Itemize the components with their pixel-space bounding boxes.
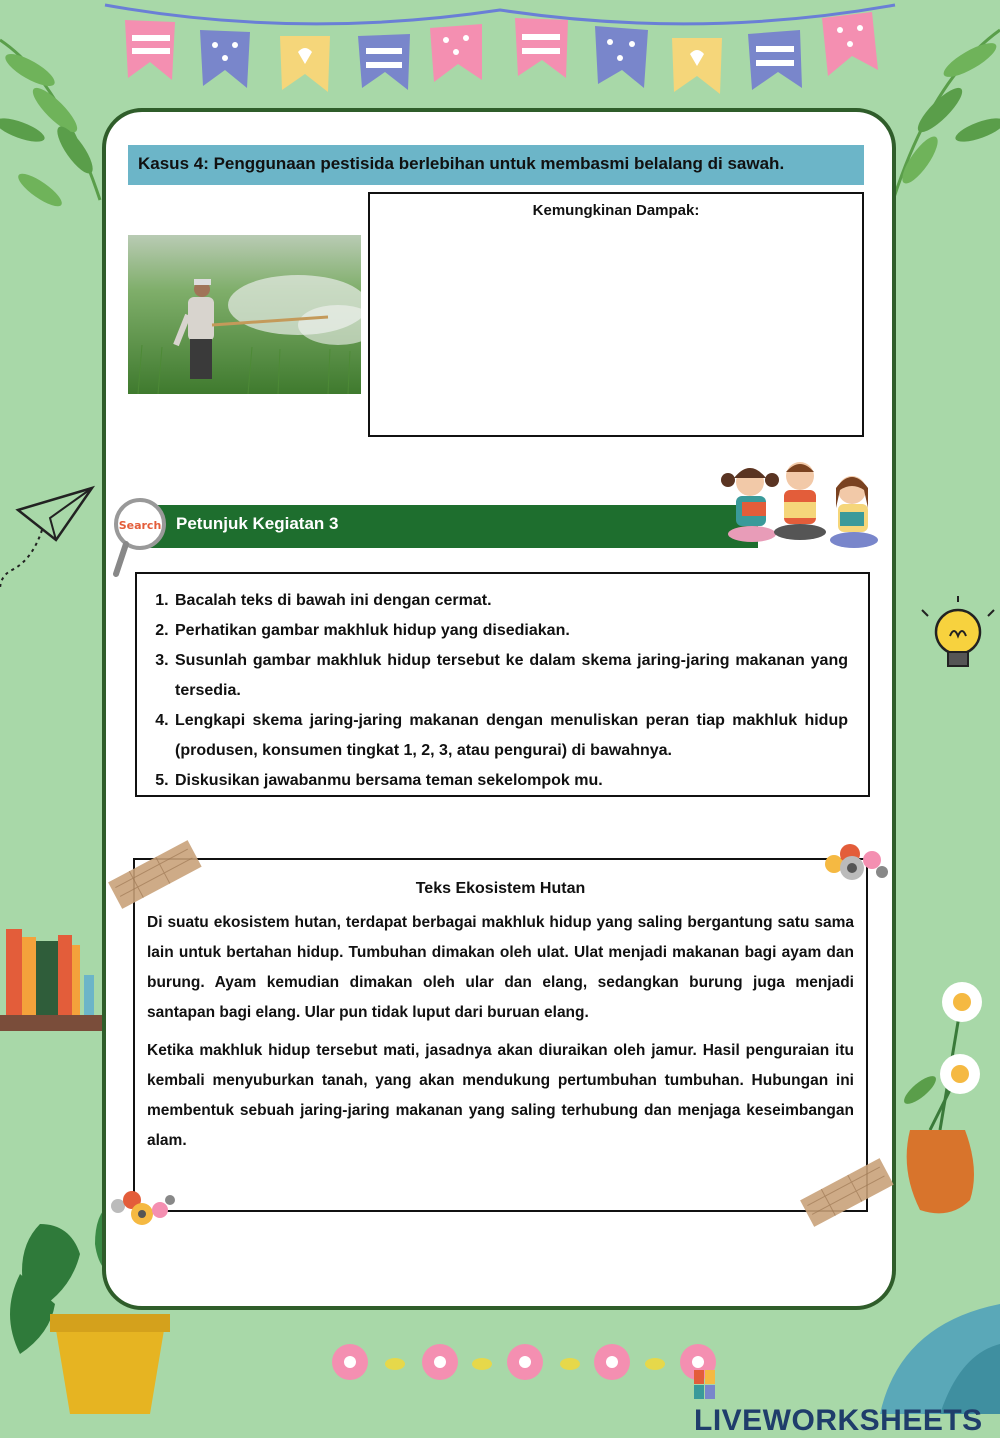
instruction-item: 3. Susunlah gambar makhluk hidup tersebut ke dalam skema jaring-jaring makanan yang tersedia.	[173, 646, 848, 706]
flower-row-decoration	[320, 1334, 720, 1394]
pesticide-spraying-photo	[128, 235, 361, 394]
dampak-answer-input[interactable]	[378, 226, 854, 427]
dampak-title: Kemungkinan Dampak:	[532, 202, 700, 219]
search-label: Search	[118, 519, 162, 532]
instruction-item: 4. Lengkapi skema jaring-jaring makanan dengan menuliskan peran tiap makhluk hidup (produsen, konsumen tingkat 1, 2, 3, atau pengurai) di bawahnya.	[173, 706, 848, 766]
brand-text: LIVEWORKSHEETS	[694, 1404, 983, 1437]
teks-ekosistem-box	[133, 858, 868, 1212]
flower-vase-right-decoration	[880, 970, 1000, 1230]
instruction-box	[135, 572, 870, 797]
petunjuk-title: Petunjuk Kegiatan 3	[176, 514, 339, 533]
washi-tape-bottom-right-decoration	[796, 1156, 896, 1236]
instruction-item: 1. Bacalah teks di bawah ini dengan cermat.	[173, 586, 848, 616]
flower-cluster-top-right-decoration	[820, 838, 892, 886]
lightbulb-icon	[918, 596, 998, 686]
teks-paragraph-1: Di suatu ekosistem hutan, terdapat berbagai makhluk hidup yang saling bergantung satu sama lain untuk bertahan hidup. Tumbuhan dimakan oleh ulat. Ulat menjadi makanan bagi ayam dan burung. Ayam kemudian dimakan oleh ular dan elang, sedangkan burung juga menjadi santapan bagi elang. Ular pun tidak luput dari buruan elang.	[147, 914, 854, 1021]
paper-plane-icon	[0, 480, 100, 590]
kasus-heading: Kasus 4: Penggunaan pestisida berlebihan untuk membasmi belalang di sawah.	[128, 145, 864, 185]
teks-paragraph-2: Ketika makhluk hidup tersebut mati, jasadnya akan diuraikan oleh jamur. Hasil penguraian itu kembali menyuburkan tanah, yang akan mendukung pertumbuhan tumbuhan. Hubungan ini membentuk sebuah jaring-jaring makanan yang saling terhubung dan menjaga keseimbangan alam.	[147, 1042, 854, 1149]
washi-tape-top-left-decoration	[104, 838, 204, 918]
leaves-left-decoration	[0, 0, 110, 260]
flower-cluster-bottom-left-decoration	[106, 1186, 178, 1234]
reading-kids-illustration	[720, 462, 882, 554]
liveworksheets-logo	[694, 1370, 1000, 1438]
live-tag-icon	[694, 1370, 716, 1400]
instruction-item: 2. Perhatikan gambar makhluk hidup yang disediakan.	[173, 616, 848, 646]
instruction-list	[159, 586, 848, 796]
dampak-answer-box	[368, 192, 864, 437]
teks-title: Teks Ekosistem Hutan	[415, 880, 586, 897]
bookshelf-decoration	[0, 925, 102, 1035]
instruction-item: 5. Diskusikan jawabanmu bersama teman sekelompok mu.	[173, 766, 848, 796]
magnifier-search-icon	[110, 496, 170, 578]
bunting-decoration	[0, 0, 1000, 100]
